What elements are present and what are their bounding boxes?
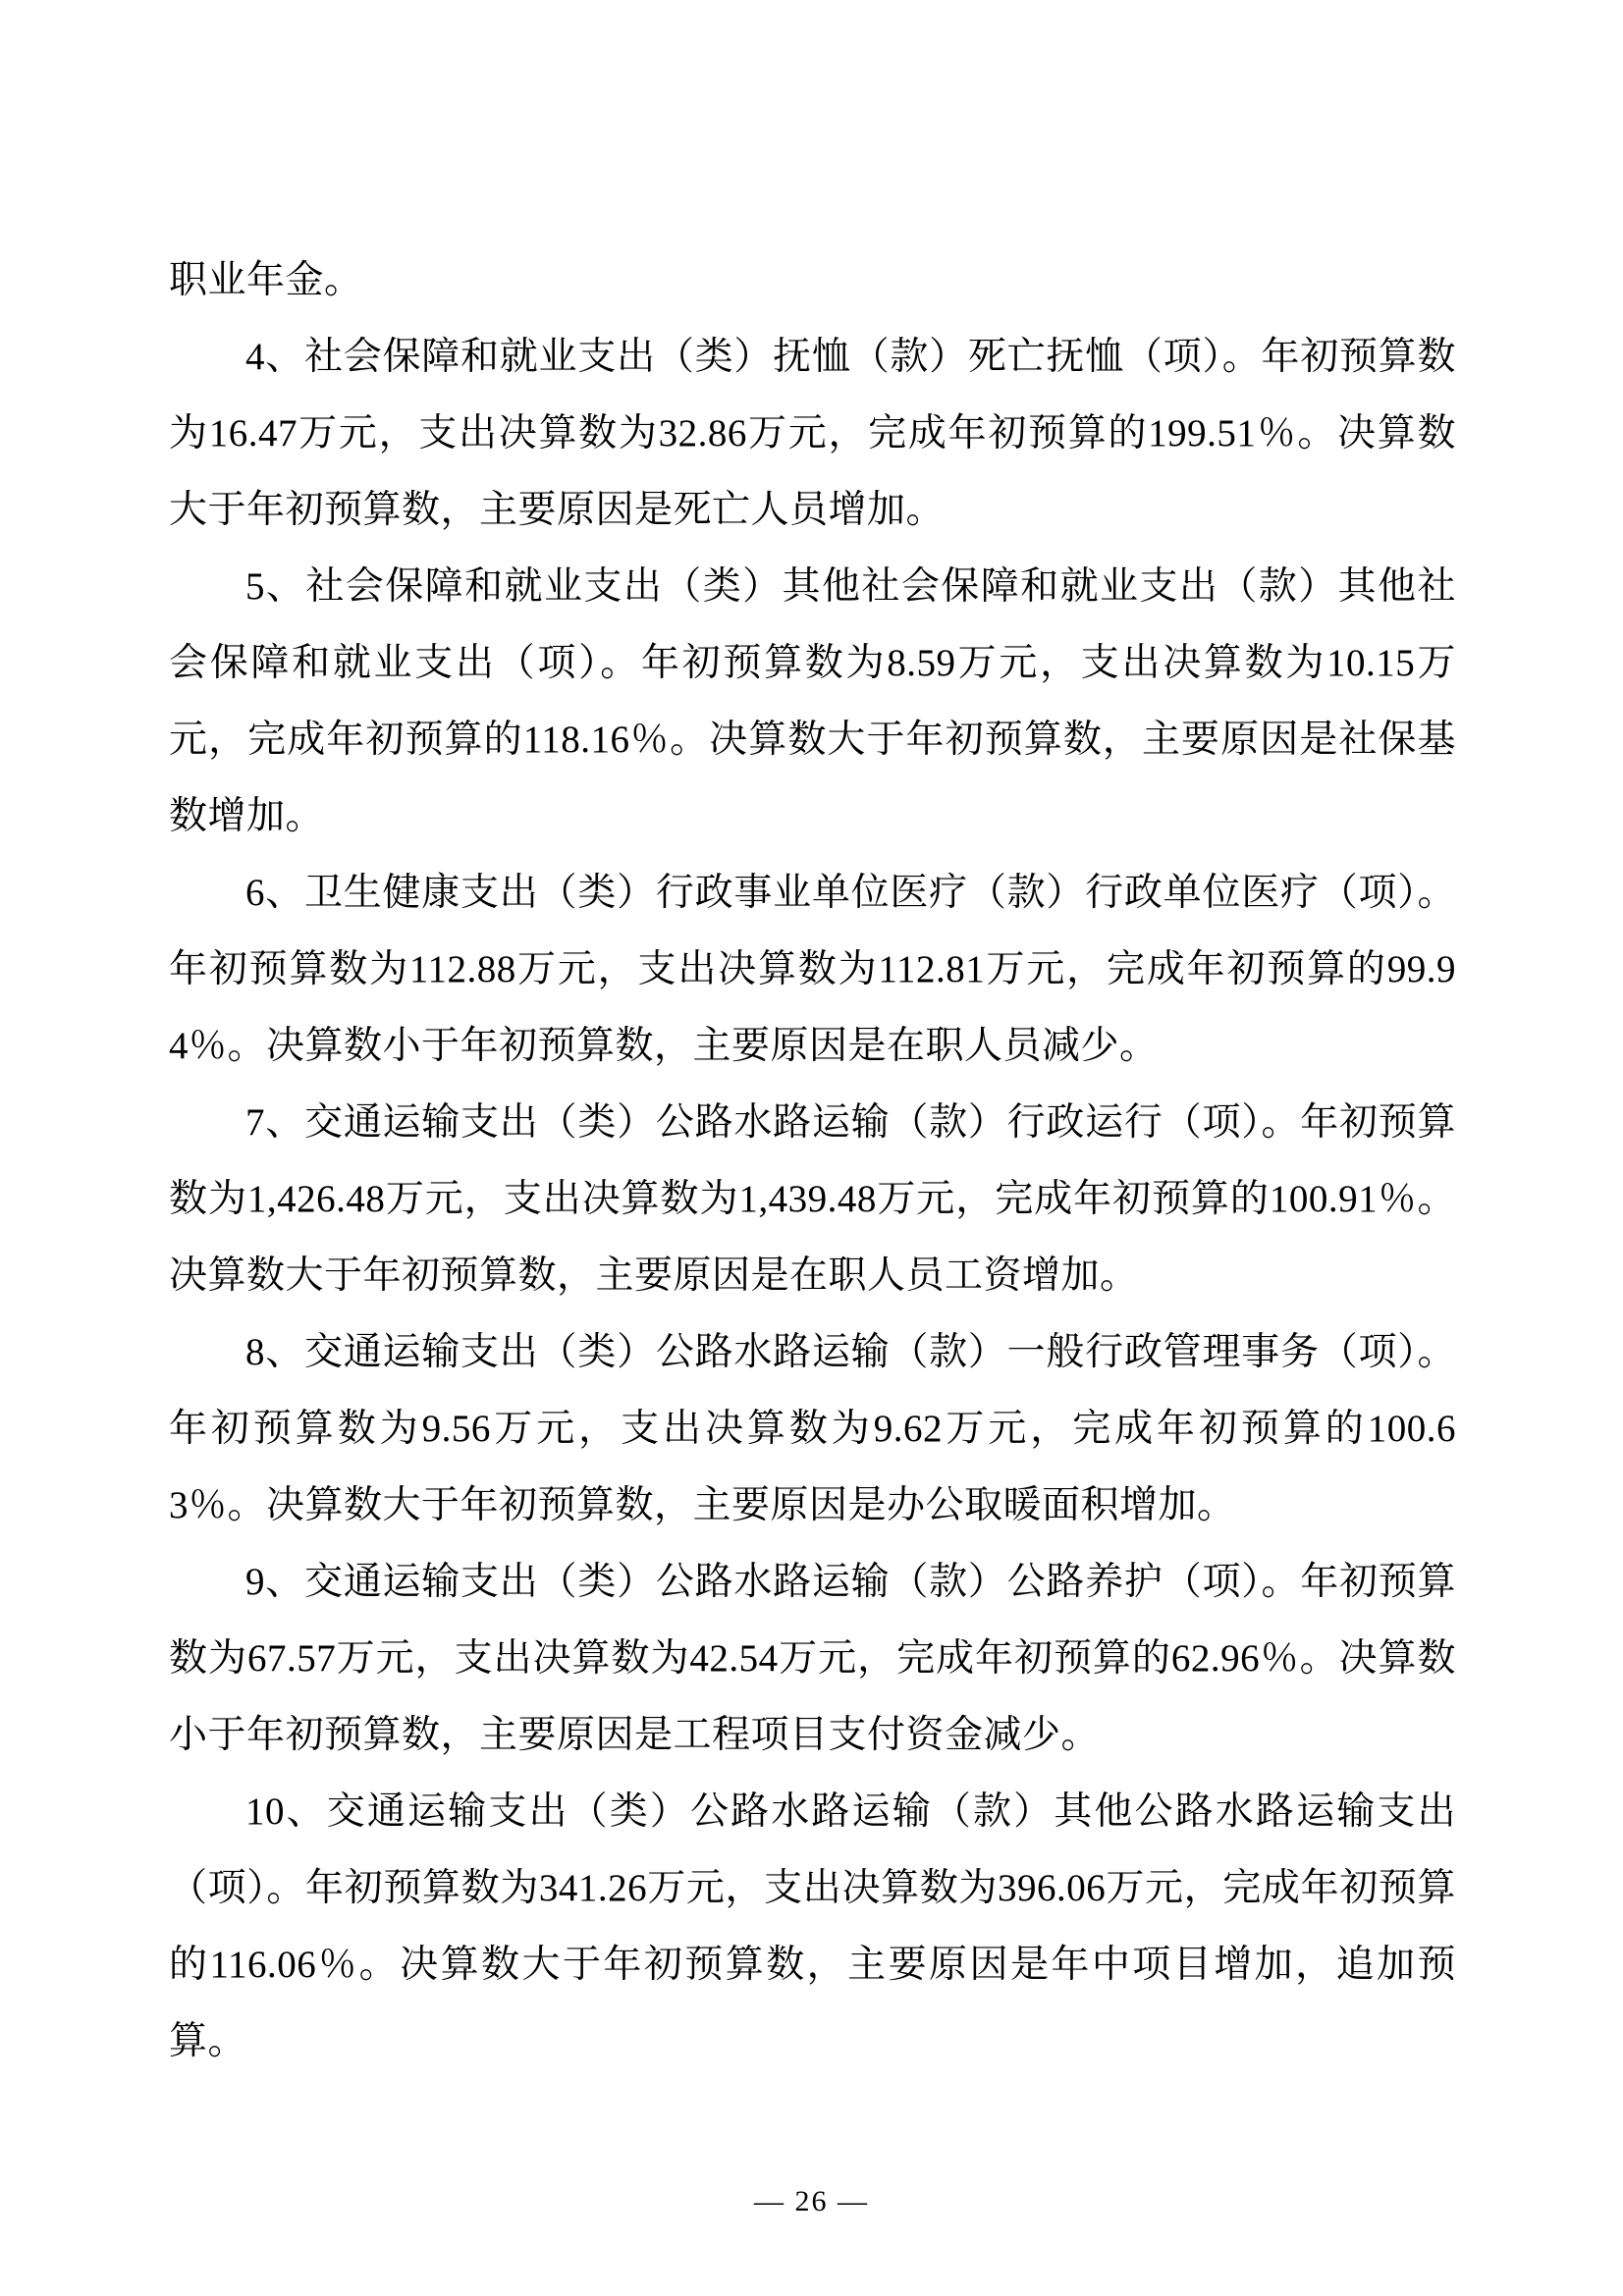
paragraph-item-5: 5、社会保障和就业支出（类）其他社会保障和就业支出（款）其他社会保障和就业支出（项）。年初预算数为8.59万元，支出决算数为10.15万元，完成年初预算的118.16％。决算数大于年初预算数，主要原因是社保基数增加。 <box>169 565 1456 837</box>
paragraph-continuation: 职业年金。 <box>169 259 363 301</box>
paragraph-item-10: 10、交通运输支出（类）公路水路运输（款）其他公路水路运输支出（项）。年初预算数为341.26万元，支出决算数为396.06万元，完成年初预算的116.06％。决算数大于年初预算数，主要原因是年中项目增加，追加预算。 <box>169 1790 1456 2062</box>
paragraph-item-8: 8、交通运输支出（类）公路水路运输（款）一般行政管理事务（项）。年初预算数为9.56万元，支出决算数为9.62万元，完成年初预算的100.63％。决算数大于年初预算数，主要原因是办公取暖面积增加。 <box>169 1331 1456 1526</box>
paragraph-item-6: 6、卫生健康支出（类）行政事业单位医疗（款）行政单位医疗（项）。年初预算数为112.88万元，支出决算数为112.81万元，完成年初预算的99.94％。决算数小于年初预算数，主要原因是在职人员减少。 <box>169 872 1456 1067</box>
page-number: — 26 — <box>754 2185 869 2217</box>
paragraph-item-7: 7、交通运输支出（类）公路水路运输（款）行政运行（项）。年初预算数为1,426.48万元，支出决算数为1,439.48万元，完成年初预算的100.91％。决算数大于年初预算数，主要原因是在职人员工资增加。 <box>169 1101 1456 1297</box>
paragraph-item-9: 9、交通运输支出（类）公路水路运输（款）公路养护（项）。年初预算数为67.57万元，支出决算数为42.54万元，完成年初预算的62.96％。决算数小于年初预算数，主要原因是工程项目支付资金减少。 <box>169 1561 1456 1756</box>
paragraph-item-4: 4、社会保障和就业支出（类）抚恤（款）死亡抚恤（项）。年初预算数为16.47万元，支出决算数为32.86万元，完成年初预算的199.51％。决算数大于年初预算数，主要原因是死亡人员增加。 <box>169 336 1456 531</box>
document-body <box>169 242 1456 2080</box>
